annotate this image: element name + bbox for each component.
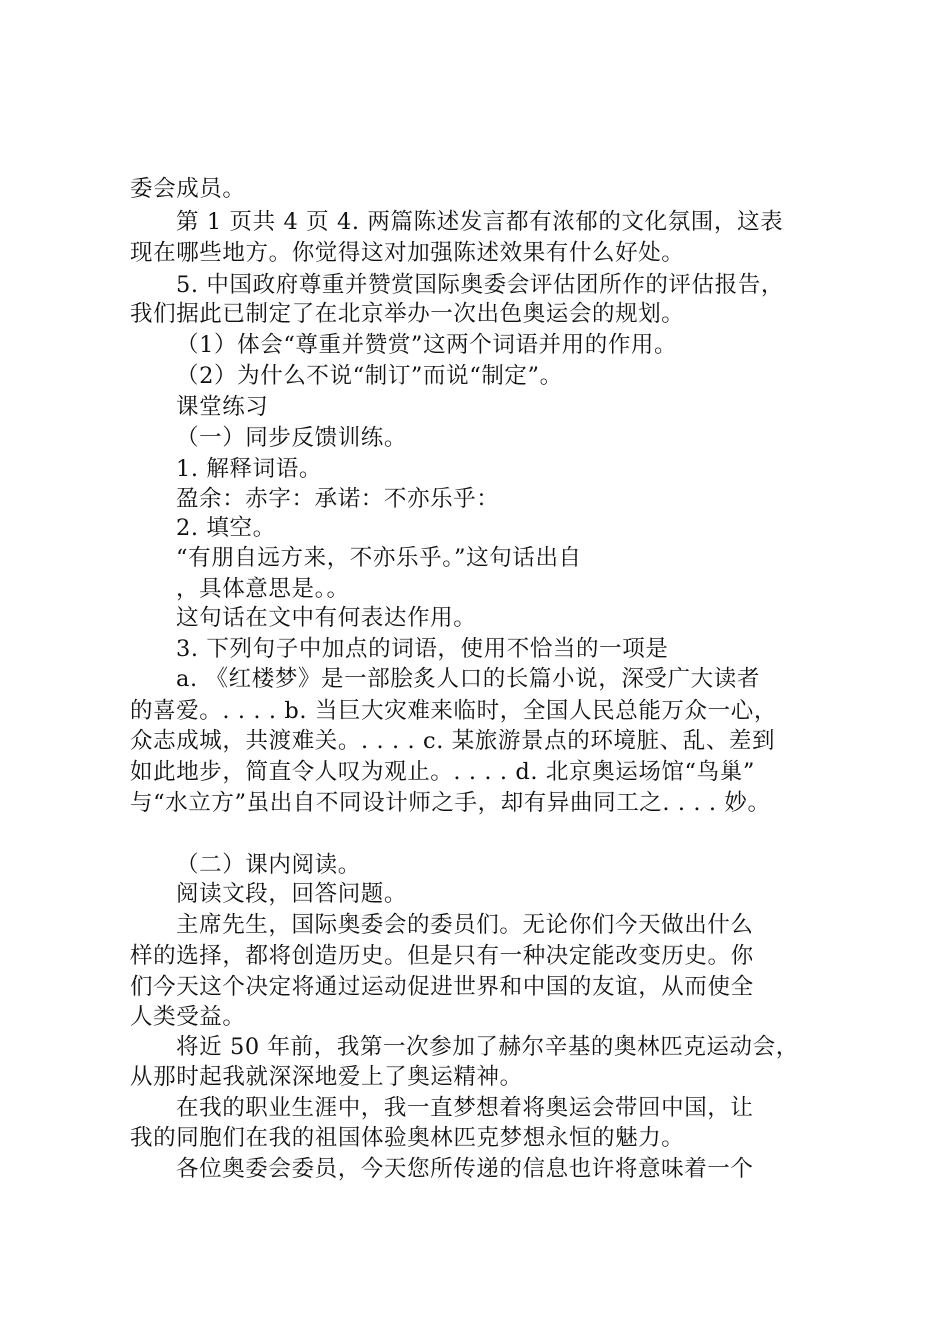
section-heading: 课堂练习 <box>176 394 269 420</box>
text-line: 主席先生，国际奥委会的委员们。无论你们今天做出什么 <box>176 912 754 938</box>
text-line: 如此地步，简直令人叹为观止。. . . . d. 北京奥运场馆“鸟巢” <box>130 759 755 785</box>
section-heading: （一）同步反馈训练。 <box>176 425 408 451</box>
text-line: ，具体意思是。。 <box>176 576 350 602</box>
text-line: 将近 50 年前，我第一次参加了赫尔辛基的奥林匹克运动会， <box>176 1034 799 1060</box>
text-line: 在我的职业生涯中，我一直梦想着将奥运会带回中国，让 <box>176 1095 754 1121</box>
text-line: 2. 填空。 <box>176 515 276 541</box>
text-line: （1）体会“尊重并赞赏”这两个词语并用的作用。 <box>176 332 678 358</box>
text-line: （2）为什么不说“制订”而说“制定”。 <box>176 363 563 389</box>
text-line: 我们据此已制定了在北京举办一次出色奥运会的规划。 <box>130 301 685 327</box>
text-line: 与“水立方”虽出自不同设计师之手，却有异曲同工之. . . . 妙。 <box>130 790 771 816</box>
text-line: 我的同胞们在我的祖国体验奥林匹克梦想永恒的魅力。 <box>130 1125 685 1151</box>
text-line: 各位奥委会委员，今天您所传递的信息也许将意味着一个 <box>176 1156 754 1182</box>
text-line: 第 1 页共 4 页 4. 两篇陈述发言都有浓郁的文化氛围，这表 <box>176 209 784 235</box>
text-line: 的喜爱。. . . . b. 当巨大灾难来临时，全国人民总能万众一心， <box>130 698 777 724</box>
text-line: 这句话在文中有何表达作用。 <box>176 605 477 631</box>
text-line: 众志成城，共渡难关。. . . . c. 某旅游景点的环境脏、乱、差到 <box>130 728 776 754</box>
text-line: 们今天这个决定将通过运动促进世界和中国的友谊，从而使全 <box>130 974 754 1000</box>
text-line: 阅读文段，回答问题。 <box>176 881 408 907</box>
text-line: 1. 解释词语。 <box>176 456 322 482</box>
text-line: 从那时起我就深深地爱上了奥运精神。 <box>130 1064 523 1090</box>
text-line: “有朋自远方来，不亦乐乎。”这句话出自 <box>176 545 582 571</box>
text-line: 现在哪些地方。你觉得这对加强陈述效果有什么好处。 <box>130 240 685 266</box>
text-line: 样的选择，都将创造历史。但是只有一种决定能改变历史。你 <box>130 943 754 969</box>
text-line: a. 《红楼梦》是一部脍炙人口的长篇小说，深受广大读者 <box>176 666 760 692</box>
section-heading: （二）课内阅读。 <box>176 852 361 878</box>
text-line: 5. 中国政府尊重并赞赏国际奥委会评估团所作的评估报告， <box>176 272 784 298</box>
text-line: 3. 下列句子中加点的词语，使用不恰当的一项是 <box>176 636 669 662</box>
text-line: 委会成员。 <box>130 176 246 202</box>
text-line: 人类受益。 <box>130 1004 246 1030</box>
text-line: 盈余：赤字：承诺：不亦乐乎： <box>176 486 500 512</box>
